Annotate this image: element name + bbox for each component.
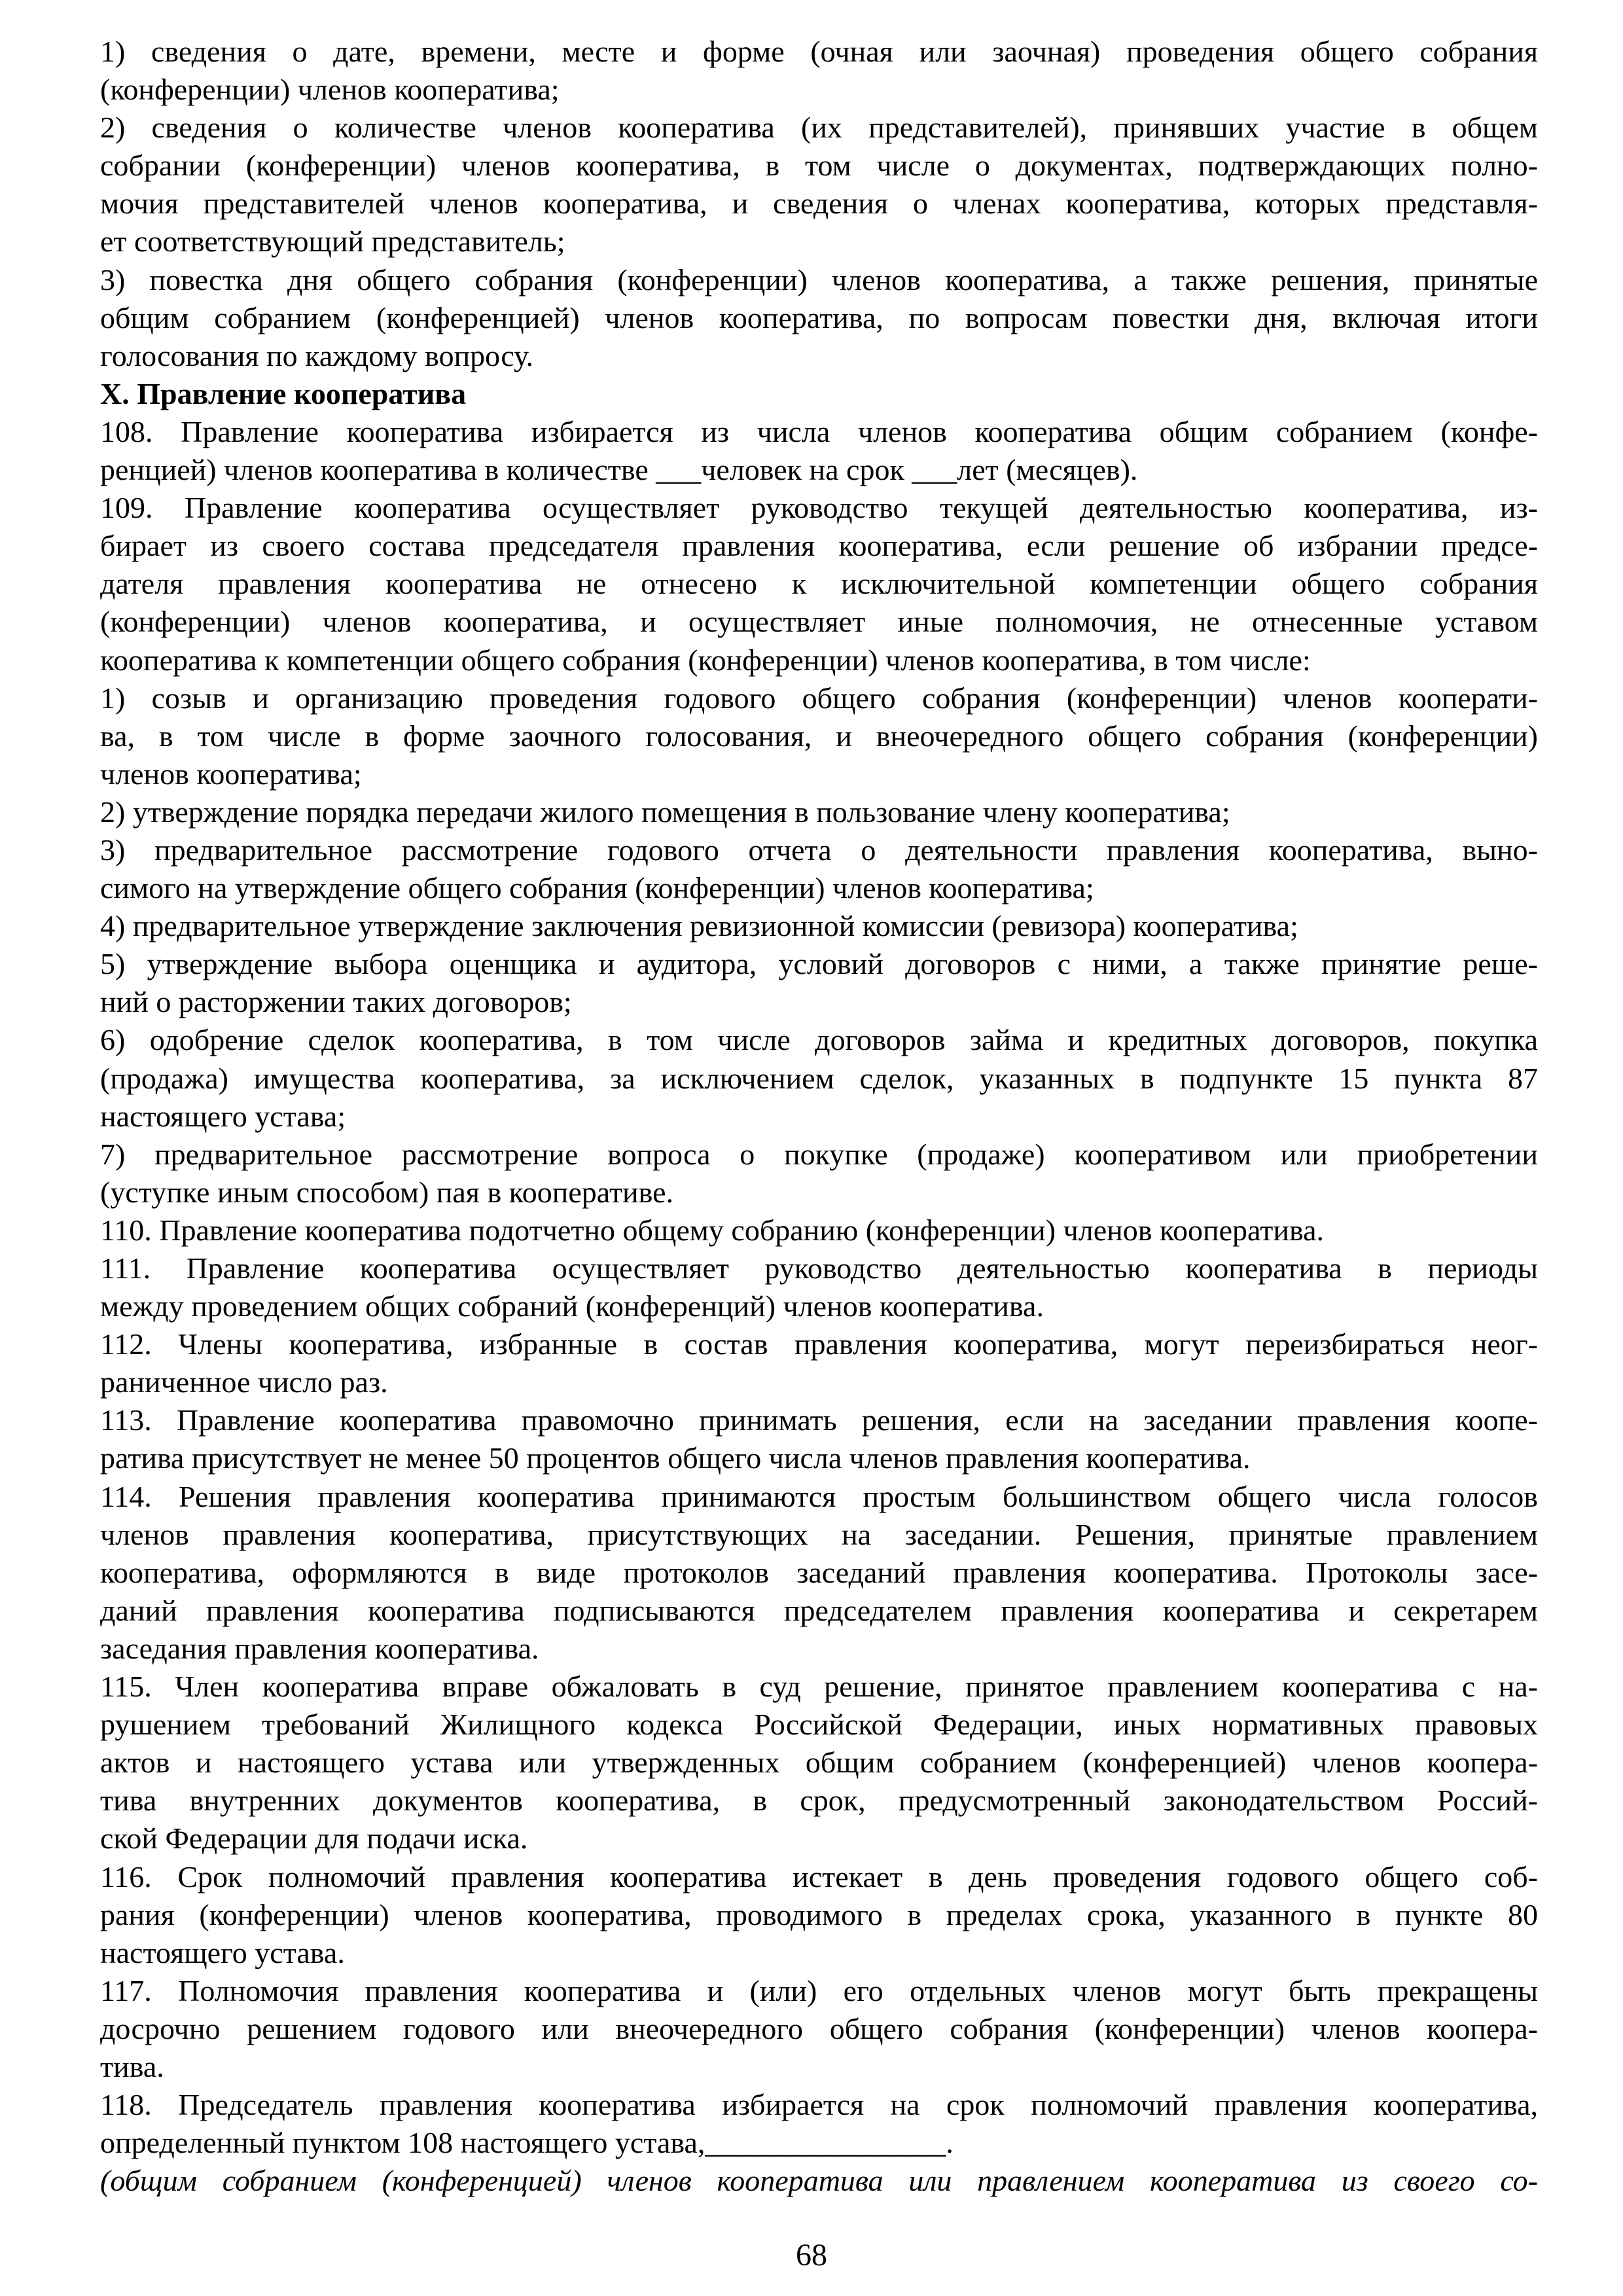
paragraph bbox=[100, 679, 1538, 793]
text-line: (конференции) членов кооператива, и осуществляет иные полномочия, не отнесенные уставом bbox=[100, 605, 1538, 639]
text-line: 2) сведения о количестве членов кооператива (их представителей), принявших участие в общем bbox=[100, 111, 1538, 145]
paragraph bbox=[100, 1401, 1538, 1477]
text-line: ва, в том числе в форме заочного голосования, и внеочередного общего собрания (конференции) bbox=[100, 719, 1538, 753]
paragraph bbox=[100, 907, 1538, 945]
text-line: определенный пунктом 108 настоящего устава,________________. bbox=[100, 2126, 954, 2160]
text-line: 2) утверждение порядка передачи жилого помещения в пользование члену кооператива; bbox=[100, 795, 1230, 829]
text-line: раниченное число раз. bbox=[100, 1365, 388, 1399]
text-line: членов кооператива; bbox=[100, 757, 362, 791]
document-page bbox=[100, 33, 1538, 2200]
text-line: членов правления кооператива, присутствующих на заседании. Решения, принятые правлением bbox=[100, 1517, 1538, 1551]
text-line: X. Правление кооператива bbox=[100, 376, 467, 410]
text-line: дателя правления кооператива не отнесено к исключительной компетенции общего собрания bbox=[100, 567, 1538, 601]
paragraph bbox=[100, 793, 1538, 831]
paragraph bbox=[100, 33, 1538, 109]
paragraph bbox=[100, 831, 1538, 907]
paragraph bbox=[100, 1478, 1538, 1668]
text-line: мочия представителей членов кооператива, и сведения о членах кооператива, которых представля- bbox=[100, 187, 1538, 221]
text-line: тива внутренних документов кооператива, в срок, предусмотренный законодательством Россий- bbox=[100, 1784, 1538, 1818]
text-line: 1) сведения о дате, времени, месте и форме (очная или заочная) проведения общего собрания bbox=[100, 35, 1538, 68]
text-line: 117. Полномочия правления кооператива и (или) его отдельных членов могут быть прекращены bbox=[100, 1973, 1538, 2007]
text-line: между проведением общих собраний (конференций) членов кооператива. bbox=[100, 1289, 1044, 1323]
paragraph bbox=[100, 1858, 1538, 1972]
text-line: бирает из своего состава председателя правления кооператива, если решение об избрании предсе- bbox=[100, 529, 1538, 563]
text-line: настоящего устава. bbox=[100, 1935, 345, 1969]
paragraph bbox=[100, 413, 1538, 489]
text-line: 116. Срок полномочий правления кооператива истекает в день проведения годового общего соб- bbox=[100, 1859, 1538, 1893]
paragraph bbox=[100, 2162, 1538, 2200]
text-line: тива. bbox=[100, 2049, 164, 2083]
section-heading bbox=[100, 375, 1538, 413]
text-line: 4) предварительное утверждение заключения ревизионной комиссии (ревизора) кооператива; bbox=[100, 909, 1298, 943]
text-line: досрочно решением годового или внеочередного общего собрания (конференции) членов коопера- bbox=[100, 2011, 1538, 2045]
text-line: 108. Правление кооператива избирается из числа членов кооператива общим собранием (конфе- bbox=[100, 414, 1538, 448]
text-line: ет соответствующий представитель; bbox=[100, 224, 565, 259]
text-line: (общим собранием (конференцией) членов кооператива или правлением кооператива из своего со- bbox=[100, 2164, 1538, 2198]
text-line: 109. Правление кооператива осуществляет руководство текущей деятельностью кооператива, из- bbox=[100, 491, 1538, 525]
paragraph bbox=[100, 1972, 1538, 2086]
text-line: 110. Правление кооператива подотчетно общему собранию (конференции) членов кооператива. bbox=[100, 1213, 1324, 1247]
paragraph bbox=[100, 1136, 1538, 1211]
paragraph bbox=[100, 2086, 1538, 2162]
text-line: 3) повестка дня общего собрания (конференции) членов кооператива, а также решения, принятые bbox=[100, 262, 1538, 296]
text-line: 1) созыв и организацию проведения годового общего собрания (конференции) членов кооперати- bbox=[100, 681, 1538, 715]
text-line: заседания правления кооператива. bbox=[100, 1631, 539, 1665]
paragraph bbox=[100, 1668, 1538, 1857]
paragraph bbox=[100, 945, 1538, 1021]
text-line: 6) одобрение сделок кооператива, в том числе договоров займа и кредитных договоров, покупка bbox=[100, 1023, 1538, 1057]
text-line: голосования по каждому вопросу. bbox=[100, 338, 534, 372]
paragraph bbox=[100, 261, 1538, 375]
text-line: (уступке иным способом) пая в кооперативе. bbox=[100, 1175, 674, 1209]
text-line: кооператива к компетенции общего собрания (конференции) членов кооператива, в том числе: bbox=[100, 643, 1311, 677]
text-line: ратива присутствует не менее 50 процентов общего числа членов правления кооператива. bbox=[100, 1441, 1251, 1475]
text-line: 112. Члены кооператива, избранные в состав правления кооператива, могут переизбираться неог- bbox=[100, 1327, 1538, 1361]
text-line: собрании (конференции) членов кооператива, в том числе о документах, подтверждающих полно- bbox=[100, 149, 1538, 183]
text-line: даний правления кооператива подписываются председателем правления кооператива и секретарем bbox=[100, 1593, 1538, 1627]
text-line: симого на утверждение общего собрания (конференции) членов кооператива; bbox=[100, 871, 1094, 905]
text-line: 114. Решения правления кооператива принимаются простым большинством общего числа голосов bbox=[100, 1479, 1538, 1513]
text-line: настоящего устава; bbox=[100, 1099, 346, 1133]
text-line: 3) предварительное рассмотрение годового отчета о деятельности правления кооператива, выно- bbox=[100, 833, 1538, 867]
page-number: 68 bbox=[796, 2238, 827, 2272]
text-line: (конференции) членов кооператива; bbox=[100, 73, 560, 107]
text-line: ний о расторжении таких договоров; bbox=[100, 985, 572, 1019]
text-line: ренцией) членов кооператива в количестве ___человек на срок ___лет (месяцев). bbox=[100, 453, 1138, 487]
text-line: 113. Правление кооператива правомочно принимать решения, если на заседании правления коопе- bbox=[100, 1403, 1538, 1437]
text-line: рания (конференции) членов кооператива, проводимого в пределах срока, указанного в пункте 80 bbox=[100, 1897, 1538, 1931]
paragraph bbox=[100, 1021, 1538, 1135]
text-line: рушением требований Жилищного кодекса Российской Федерации, иных нормативных правовых bbox=[100, 1708, 1538, 1742]
text-line: общим собранием (конференцией) членов кооператива, по вопросам повестки дня, включая итоги bbox=[100, 300, 1538, 334]
text-line: 111. Правление кооператива осуществляет руководство деятельностью кооператива в периоды bbox=[100, 1251, 1538, 1285]
text-line: 7) предварительное рассмотрение вопроса о покупке (продаже) кооперативом или приобретении bbox=[100, 1137, 1538, 1171]
text-line: ской Федерации для подачи иска. bbox=[100, 1821, 528, 1856]
text-line: (продажа) имущества кооператива, за исключением сделок, указанных в подпункте 15 пункта 87 bbox=[100, 1061, 1538, 1095]
text-line: кооператива, оформляются в виде протоколов заседаний правления кооператива. Протоколы засе- bbox=[100, 1555, 1538, 1589]
paragraph bbox=[100, 1211, 1538, 1249]
paragraph bbox=[100, 1325, 1538, 1401]
text-line: актов и настоящего устава или утвержденных общим собранием (конференцией) членов коопера- bbox=[100, 1746, 1538, 1780]
paragraph bbox=[100, 489, 1538, 679]
text-line: 118. Председатель правления кооператива избирается на срок полномочий правления кооператива, bbox=[100, 2088, 1538, 2122]
text-line: 5) утверждение выбора оценщика и аудитора, условий договоров с ними, а также принятие реше- bbox=[100, 947, 1538, 981]
paragraph bbox=[100, 1249, 1538, 1325]
text-line: 115. Член кооператива вправе обжаловать в суд решение, принятое правлением кооператива с на- bbox=[100, 1670, 1538, 1704]
paragraph bbox=[100, 109, 1538, 260]
